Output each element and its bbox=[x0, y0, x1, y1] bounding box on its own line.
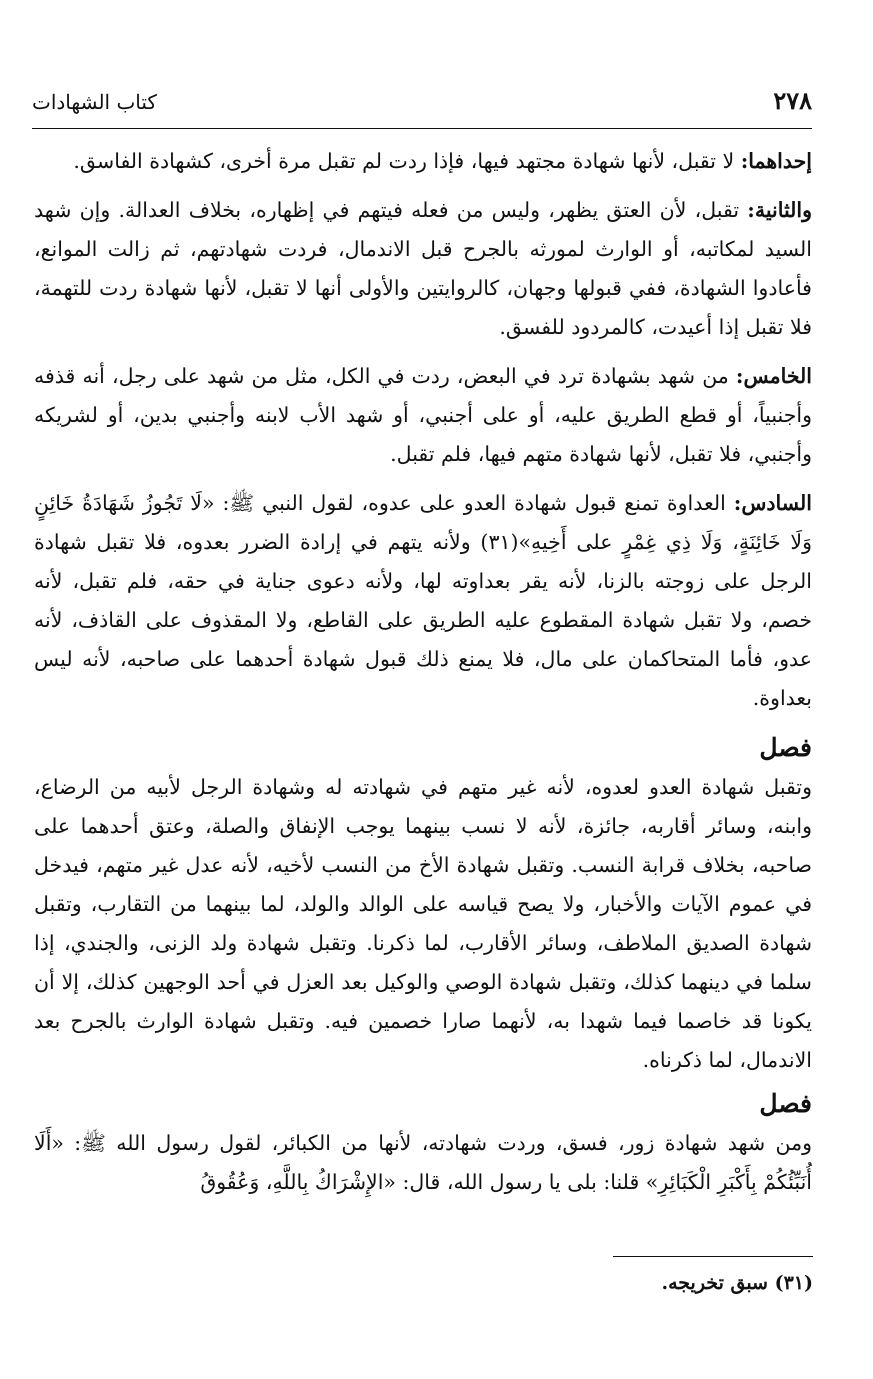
section-text: ومن شهد شهادة زور، فسق، وردت شهادته، لأنها من الكبائر، لقول رسول الله ﷺ: «أَلَا أُنَبِّئُكُمْ بِأَكْبَرِ الْكَبَائِرِ» قلنا: بلى يا رسول الله، قال: «الإِشْرَاكُ بِاللَّهِ، وَعُقُوقُ bbox=[34, 1131, 812, 1194]
paragraph-term: الخامس: bbox=[735, 364, 812, 388]
paragraph-term: إحداهما: bbox=[740, 149, 812, 173]
page-number: ٢٧٨ bbox=[773, 86, 812, 115]
paragraph-text: العداوة تمنع قبول شهادة العدو على عدوه، لقول النبي ﷺ: «لَا تَجُوزُ شَهَادَةُ خَائِنٍ وَلَا خَائِنَةٍ، وَلَا ذِي غِمْرٍ على أَخِيهِ»(٣١) ولأنه يتهم في إرادة الضرر بعدوه، فلا تقبل شهادة الرجل على زوجته بالزنا، لأنه يقر بعداوته لها، ولأنه دعوى جناية في حقه، فلم تقبل، لأنه خصم، ولا تقبل شهادة المقطوع عليه الطريق على القاطع، ولا المقذوف على القاذف، لأنه عدو، فأما المتحاكمان على مال، فلا يمنع ذلك قبول شهادة أحدهما على صاحبه، لأنه ليس بعداوة. bbox=[34, 491, 812, 710]
running-title: كتاب الشهادات bbox=[32, 90, 157, 114]
paragraph-text: من شهد بشهادة ترد في البعض، ردت في الكل، مثل من شهد على رجل، أنه قذفه وأجنبياً، أو قطع الطريق عليه، أو على أجنبي، أو شهد الأب لابنه وأجنبي بدين، أو لشريكه وأجنبي، فلا تقبل، لأنها شهادة متهم فيها، فلم تقبل. bbox=[34, 364, 812, 466]
page-header bbox=[32, 86, 812, 122]
footnote: (٣١) سبق تخريجه. bbox=[661, 1272, 813, 1294]
paragraph-second bbox=[34, 191, 812, 347]
section-heading: فصل bbox=[759, 1089, 812, 1118]
paragraph-term: والثانية: bbox=[747, 198, 812, 222]
paragraph-first bbox=[34, 142, 812, 181]
paragraph-text: تقبل، لأن العتق يظهر، وليس من فعله فيتهم في إظهاره، بخلاف العدالة. وإن شهد السيد لمكاتبه، أو الوارث لمورثه بالجرح قبل الاندمال، فردت شهادتهم، ثم زالت الموانع، فأعادوا الشهادة، ففي قبولها وجهان، كالروايتين والأولى أنها لا تقبل، لأنها شهادة ردت للتهمة، فلا تقبل إذا أعيدت، كالمردود للفسق. bbox=[34, 198, 812, 339]
main-text bbox=[34, 142, 812, 1206]
header-divider bbox=[32, 128, 812, 129]
section-text: وتقبل شهادة العدو لعدوه، لأنه غير متهم في شهادته له وشهادة الرجل لأبيه من الرضاع، وابنه، وسائر أقاربه، جائزة، لأنه لا نسب بينهما يوجب الإنفاق والصلة، وعتق أحدهما على صاحبه، بخلاف قرابة النسب. وتقبل شهادة الأخ من النسب لأخيه، لأنه عدل غير متهم، فيدخل في عموم الآيات والأخبار، ولا يصح قياسه على الوالد والولد، لما بينهما من التقارب، وتقبل شهادة الصديق الملاطف، وسائر الأقارب، لما ذكرنا. وتقبل شهادة ولد الزنى، والجندي، إذا سلما في دينهما كذلك، وتقبل شهادة الوصي والوكيل بعد العزل في أحد الوجهين كذلك، إلا أن يكونا قد خاصما فيما شهدا به، لأنهما صارا خصمين فيه. وتقبل شهادة الوارث بالجرح بعد الاندمال، لما ذكرناه. bbox=[34, 775, 812, 1072]
paragraph-term: السادس: bbox=[733, 491, 812, 515]
paragraph-text: لا تقبل، لأنها شهادة مجتهد فيها، فإذا ردت لم تقبل مرة أخرى، كشهادة الفاسق. bbox=[73, 149, 741, 173]
footnote-divider bbox=[613, 1256, 813, 1257]
paragraph-sixth bbox=[34, 484, 812, 718]
paragraph-fifth bbox=[34, 357, 812, 474]
section-heading: فصل bbox=[759, 733, 812, 762]
